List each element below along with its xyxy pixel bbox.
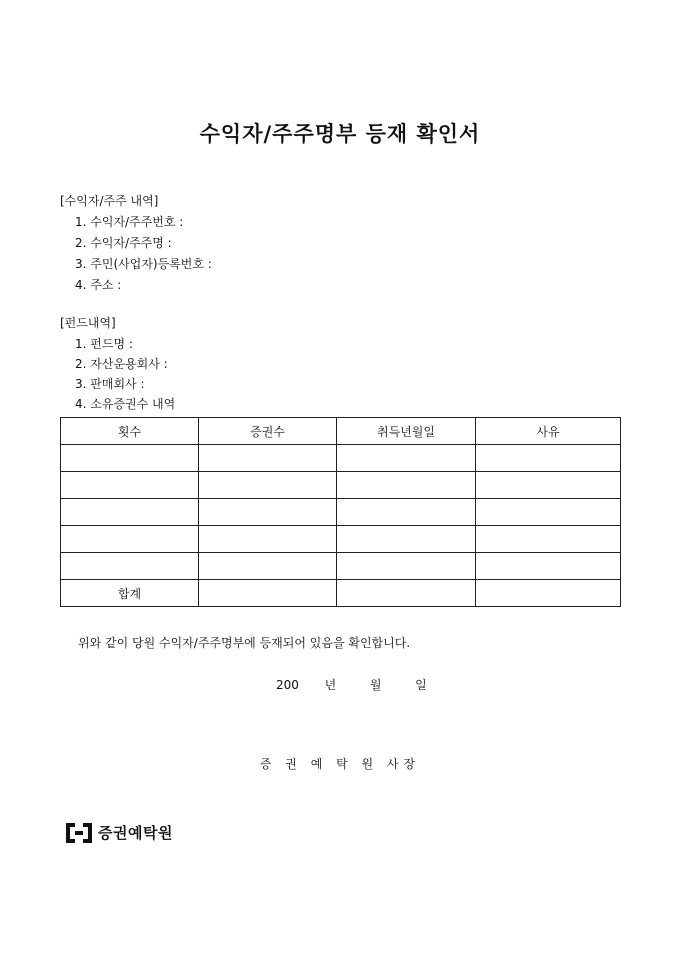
table-cell	[199, 445, 337, 472]
date-month-unit: 월	[369, 678, 382, 692]
table-cell	[476, 445, 621, 472]
fund-section-heading: [펀드내역]	[60, 316, 116, 330]
total-label: 합계	[61, 580, 199, 607]
holder-item-name: 2. 수익자/주주명 :	[75, 236, 172, 250]
table-cell	[337, 526, 476, 553]
table-cell	[337, 472, 476, 499]
document-title: 수익자/주주명부 등재 확인서	[199, 121, 481, 146]
table-cell	[337, 553, 476, 580]
fund-item-manager: 2. 자산운용회사 :	[75, 357, 168, 371]
table-cell	[199, 472, 337, 499]
table-row	[61, 526, 621, 553]
table-total-row	[61, 580, 621, 607]
logo-text: 증권예탁원	[98, 824, 173, 842]
date-year-unit: 년	[324, 678, 337, 692]
ksd-logo-icon	[66, 823, 92, 843]
table-cell	[199, 526, 337, 553]
table-cell	[61, 499, 199, 526]
signer-line: 증 권 예 탁 원 사장	[259, 757, 421, 771]
column-header-count: 횟수	[61, 418, 199, 445]
column-header-acquired-date: 취득년월일	[337, 418, 476, 445]
holder-item-registration: 3. 주민(사업자)등록번호 :	[75, 257, 212, 271]
holder-item-address: 4. 주소 :	[75, 278, 122, 292]
table-cell	[61, 526, 199, 553]
table-cell	[337, 499, 476, 526]
table-row	[61, 499, 621, 526]
table-row	[61, 472, 621, 499]
table-row	[61, 553, 621, 580]
table-cell	[476, 472, 621, 499]
holder-section-heading: [수익자/주주 내역]	[60, 194, 159, 208]
table-cell	[199, 580, 337, 607]
table-header-row	[61, 418, 621, 445]
table-cell	[61, 553, 199, 580]
table-cell	[476, 499, 621, 526]
fund-item-seller: 3. 판매회사 :	[75, 377, 145, 391]
column-header-reason: 사유	[476, 418, 621, 445]
table-cell	[476, 526, 621, 553]
fund-item-name: 1. 펀드명 :	[75, 337, 133, 351]
table-cell	[337, 445, 476, 472]
confirmation-statement: 위와 같이 당원 수익자/주주명부에 등재되어 있음을 확인합니다.	[78, 636, 411, 650]
logo	[66, 822, 173, 843]
holdings-table	[60, 417, 621, 607]
table-cell	[61, 472, 199, 499]
table-cell	[337, 580, 476, 607]
table-cell	[199, 553, 337, 580]
column-header-shares: 증권수	[199, 418, 337, 445]
date-line	[276, 676, 427, 693]
table-cell	[476, 580, 621, 607]
table-cell	[476, 553, 621, 580]
fund-item-holdings: 4. 소유증권수 내역	[75, 397, 176, 411]
table-cell	[61, 445, 199, 472]
holder-item-number: 1. 수익자/주주번호 :	[75, 215, 184, 229]
date-year-prefix: 200	[276, 678, 299, 692]
table-row	[61, 445, 621, 472]
table-cell	[199, 499, 337, 526]
date-day-unit: 일	[415, 678, 427, 692]
